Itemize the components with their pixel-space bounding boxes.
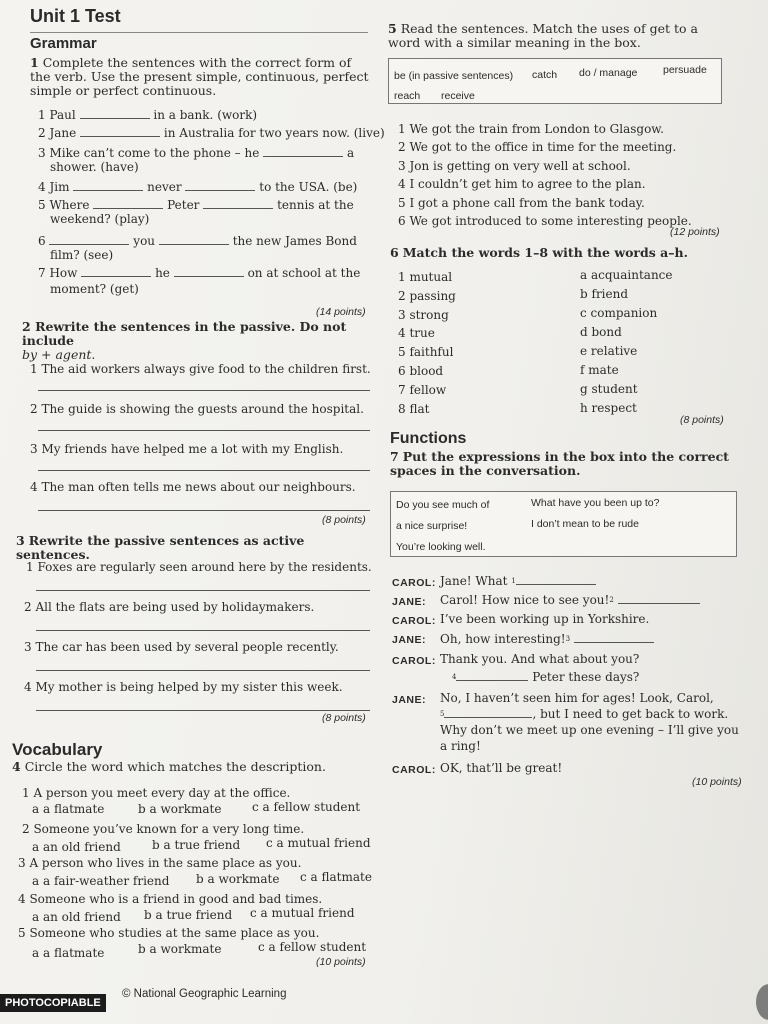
ex6-right-g: g student (580, 382, 638, 396)
ex5-item-1: 1 We got the train from London to Glasgow. (398, 122, 664, 136)
ex5-box-word-6: receive (441, 90, 475, 102)
dialogue-line-4: Oh, how interesting!$^3$ (440, 632, 654, 646)
ex4-q1-a[interactable]: a a flatmate (32, 802, 105, 816)
ex6-left-8: 8 flat (398, 402, 430, 416)
ex4-q5-c[interactable]: c a fellow student (258, 940, 367, 954)
ex4-q1: 1 A person you meet every day at the office. (22, 786, 291, 800)
copyright-notice: © National Geographic Learning (122, 988, 287, 1000)
ex6-right-a: a acquaintance (580, 268, 673, 282)
ex1-points: (14 points) (316, 306, 366, 318)
ex3-answer-line-3[interactable] (36, 670, 370, 671)
ex3-item-4: 4 My mother is being helped by my sister this week. (24, 680, 343, 694)
ex6-left-5: 5 faithful (398, 345, 454, 359)
ex6-left-1: 1 mutual (398, 270, 453, 284)
ex5-box-word-3: do / manage (579, 67, 638, 79)
ex6-left-7: 7 fellow (398, 383, 447, 397)
page-corner-shadow (756, 984, 768, 1020)
ex7-points: (10 points) (692, 776, 742, 788)
dialogue-line-5: Thank you. And what about you? (440, 652, 640, 666)
ex1-s4: 4 Jim never to the USA. (be) (38, 180, 358, 194)
dialogue-line-9: Why don’t we meet up one evening – I’ll give you (440, 723, 739, 737)
ex5-box-word-2: catch (532, 69, 558, 81)
grammar-heading: Grammar (30, 35, 97, 52)
ex6-instruction: 6 Match the words 1–8 with the words a–h. (390, 245, 688, 260)
dialogue-line-2: Carol! How nice to see you!$^2$ (440, 593, 700, 607)
speaker-carol: CAROL: (392, 764, 436, 776)
speaker-jane: JANE: (392, 694, 427, 706)
ex5-points: (12 points) (670, 226, 720, 238)
ex6-right-f: f mate (580, 363, 619, 377)
ex4-q4: 4 Someone who is a friend in good and bad times. (18, 892, 323, 906)
ex6-left-6: 6 blood (398, 364, 444, 378)
ex5-item-6: 6 We got introduced to some interesting people. (398, 214, 692, 228)
ex4-q1-b[interactable]: b a workmate (138, 802, 222, 816)
ex4-q3-b[interactable]: b a workmate (196, 872, 280, 886)
dialogue-line-11: OK, that’ll be great! (440, 761, 563, 775)
ex3-answer-line-2[interactable] (36, 630, 370, 631)
ex1-s3: 3 Mike can’t come to the phone – he a (38, 146, 355, 160)
ex1-s7-cont: moment? (get) (50, 282, 139, 296)
functions-heading: Functions (390, 430, 467, 447)
ex1-s2: 2 Jane in Australia for two years now. (live) (38, 126, 385, 140)
ex3-item-2: 2 All the flats are being used by holidaymakers. (24, 600, 315, 614)
dialogue-line-6: $^4$ Peter these days? (452, 670, 640, 684)
ex3-answer-line-1[interactable] (36, 590, 370, 591)
ex2-answer-line-3[interactable] (38, 470, 370, 471)
ex2-item-1: 1 The aid workers always give food to the children first. (30, 362, 371, 376)
ex1-s5: 5 Where Peter tennis at the (38, 198, 354, 212)
ex2-item-4: 4 The man often tells me news about our neighbours. (30, 480, 356, 494)
dialogue-line-1: Jane! What $^1$ (440, 574, 596, 588)
ex1-s7: 7 How he on at school at the (38, 266, 361, 280)
ex6-left-2: 2 passing (398, 289, 456, 303)
speaker-carol: CAROL: (392, 655, 436, 667)
ex4-q2: 2 Someone you’ve known for a very long time. (22, 822, 305, 836)
dialogue-line-7: No, I haven’t seen him for ages! Look, Carol, (440, 691, 714, 705)
ex5-item-4: 4 I couldn’t get him to agree to the plan. (398, 177, 646, 191)
ex2-item-2: 2 The guide is showing the guests around the hospital. (30, 402, 364, 416)
ex6-right-e: e relative (580, 344, 638, 358)
ex2-answer-line-4[interactable] (38, 510, 370, 511)
ex4-q3: 3 A person who lives in the same place as you. (18, 856, 302, 870)
dialogue-line-3: I’ve been working up in Yorkshire. (440, 612, 650, 626)
ex5-box-word-5: reach (394, 90, 421, 102)
dialogue-line-10: a ring! (440, 739, 481, 753)
ex5-word-box (388, 58, 722, 104)
ex3-item-1: 1 Foxes are regularly seen around here by the residents. (26, 560, 372, 574)
ex7-instruction: 7 Put the expressions in the box into the correct spaces in the conversation. (390, 449, 729, 478)
ex7-box-expr-5: You’re looking well. (396, 541, 486, 553)
ex5-box-word-1: be (in passive sentences) (394, 70, 514, 82)
ex4-q1-c[interactable]: c a fellow student (252, 800, 361, 814)
ex4-q2-a[interactable]: a an old friend (32, 840, 121, 854)
ex6-right-d: d bond (580, 325, 622, 339)
ex6-left-3: 3 strong (398, 308, 449, 322)
ex2-points: (8 points) (322, 514, 366, 526)
ex3-instruction: 3 Rewrite the passive sentences as active sentences. (16, 533, 305, 562)
ex7-box-expr-3: a nice surprise! (396, 520, 468, 532)
unit-title: Unit 1 Test (30, 6, 121, 26)
ex4-q5-b[interactable]: b a workmate (138, 942, 222, 956)
ex4-instruction: 4 Circle the word which matches the description. (12, 759, 326, 774)
ex6-points: (8 points) (680, 414, 724, 426)
ex2-instruction: 2 Rewrite the sentences in the passive. Do not include by + agent. (22, 319, 347, 362)
speaker-carol: CAROL: (392, 615, 436, 627)
ex5-item-2: 2 We got to the office in time for the meeting. (398, 140, 677, 154)
ex5-instruction: 5 Read the sentences. Match the uses of get to a word with a similar meaning in the box. (388, 21, 698, 50)
ex6-right-b: b friend (580, 287, 629, 301)
ex1-s6-cont: film? (see) (50, 248, 114, 262)
ex7-expression-box (390, 491, 737, 557)
ex7-box-expr-2: What have you been up to? (531, 497, 660, 509)
title-rule (30, 32, 368, 33)
ex4-q3-a[interactable]: a a fair-weather friend (32, 874, 170, 888)
ex4-q4-b[interactable]: b a true friend (144, 908, 233, 922)
speaker-carol: CAROL: (392, 577, 436, 589)
ex1-s1: 1 Paul in a bank. (work) (38, 108, 258, 122)
ex2-answer-line-2[interactable] (38, 430, 370, 431)
ex6-right-c: c companion (580, 306, 658, 320)
ex4-q3-c[interactable]: c a flatmate (300, 870, 372, 884)
ex4-q4-a[interactable]: a an old friend (32, 910, 121, 924)
ex4-q2-c[interactable]: c a mutual friend (266, 836, 371, 850)
ex3-item-3: 3 The car has been used by several people recently. (24, 640, 339, 654)
ex5-item-3: 3 Jon is getting on very well at school. (398, 159, 631, 173)
ex4-q2-b[interactable]: b a true friend (152, 838, 241, 852)
photocopiable-badge: PHOTOCOPIABLE (0, 994, 106, 1012)
ex1-instruction: 1 Complete the sentences with the correct form of the verb. Use the present simple, continuous, perfect simple or perfect continuous. (30, 55, 369, 98)
ex1-s3-cont: shower. (have) (50, 160, 139, 174)
dialogue-line-8: $^5$ , but I need to get back to work. (440, 707, 729, 721)
ex4-points: (10 points) (316, 956, 366, 968)
ex7-box-expr-4: I don’t mean to be rude (531, 518, 639, 530)
ex1-s5-cont: weekend? (play) (50, 212, 150, 226)
ex7-box-expr-1: Do you see much of (396, 499, 490, 511)
ex3-answer-line-4[interactable] (36, 710, 370, 711)
ex3-points: (8 points) (322, 712, 366, 724)
ex6-left-4: 4 true (398, 326, 435, 340)
ex5-item-5: 5 I got a phone call from the bank today. (398, 196, 645, 210)
vocabulary-heading: Vocabulary (12, 740, 103, 759)
ex4-q5-a[interactable]: a a flatmate (32, 946, 105, 960)
ex6-right-h: h respect (580, 401, 637, 415)
ex5-box-word-4: persuade (663, 64, 707, 76)
speaker-jane: JANE: (392, 596, 427, 608)
ex1-s6: 6 you the new James Bond (38, 234, 357, 248)
ex4-q4-c[interactable]: c a mutual friend (250, 906, 355, 920)
ex2-item-3: 3 My friends have helped me a lot with my English. (30, 442, 344, 456)
speaker-jane: JANE: (392, 634, 427, 646)
ex4-q5: 5 Someone who studies at the same place as you. (18, 926, 320, 940)
ex2-answer-line-1[interactable] (38, 390, 370, 391)
